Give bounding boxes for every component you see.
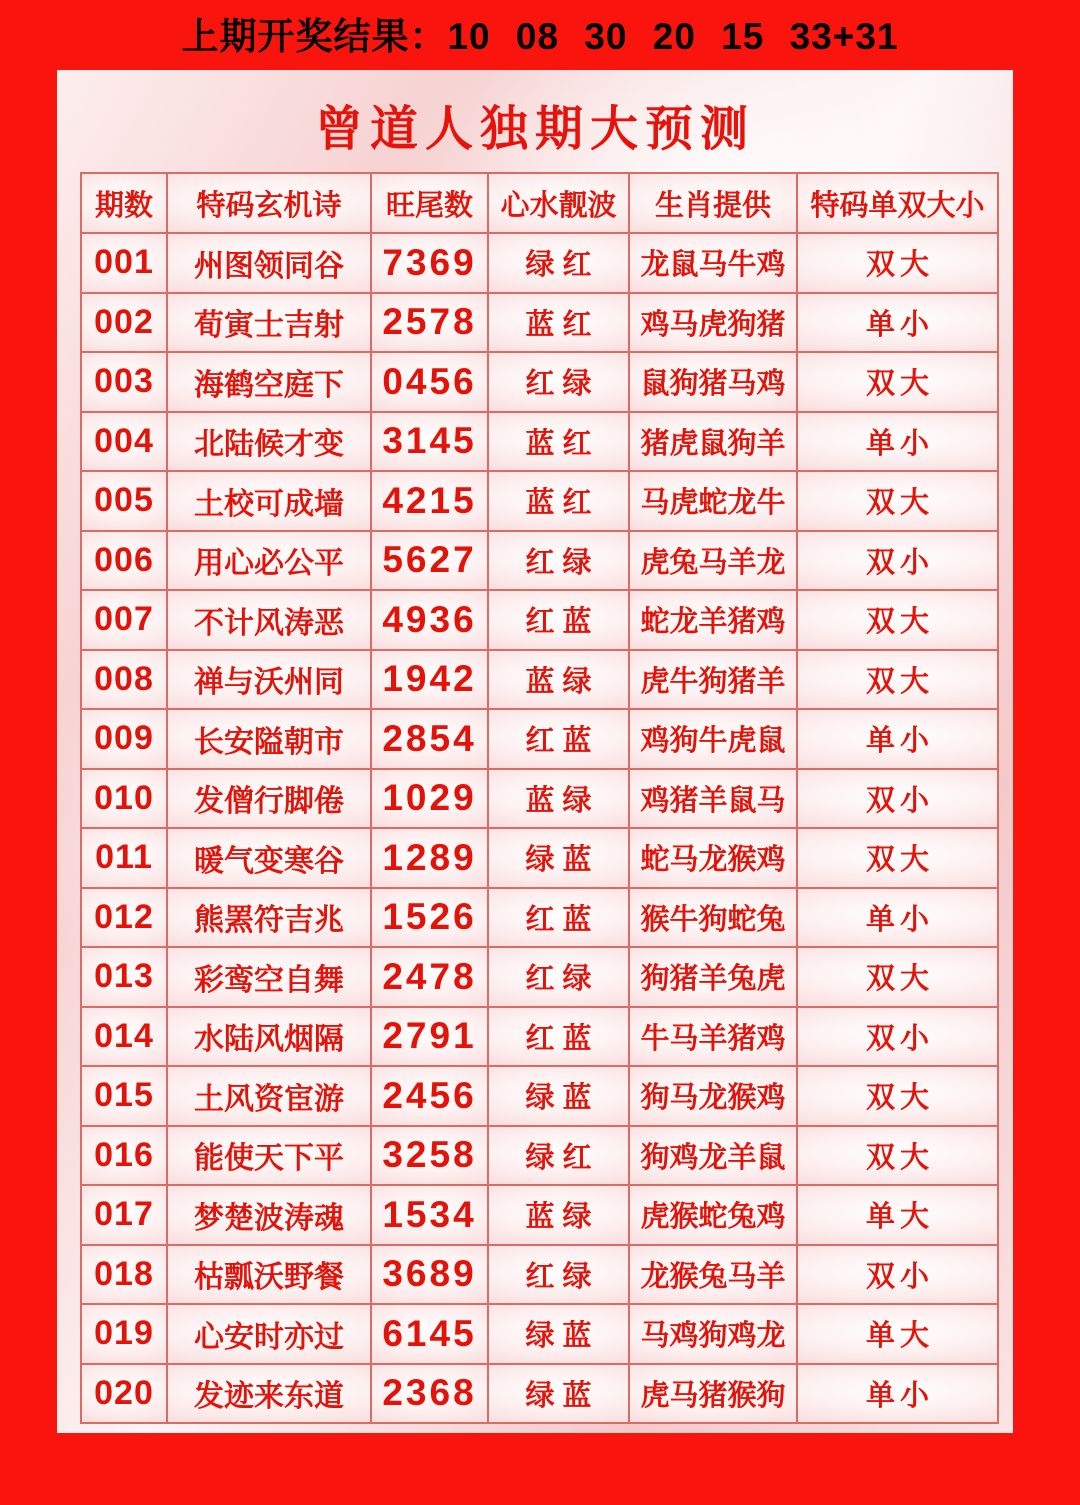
cell-zodiac: 虎马猪猴狗: [629, 1364, 797, 1424]
cell-wave: 红蓝: [488, 709, 629, 769]
cell-parity: 双大: [797, 1126, 998, 1186]
cell-period: 002: [81, 293, 167, 353]
cell-tail: 3258: [371, 1126, 488, 1186]
cell-period: 009: [81, 709, 167, 769]
column-header: 生肖提供: [629, 173, 797, 233]
cell-wave: 绿红: [488, 233, 629, 293]
cell-wave: 绿蓝: [488, 1304, 629, 1364]
cell-tail: 2791: [371, 1007, 488, 1067]
cell-period: 012: [81, 888, 167, 948]
table-row: [81, 293, 998, 353]
cell-period: 003: [81, 352, 167, 412]
cell-tail: 2578: [371, 293, 488, 353]
cell-tail: 1534: [371, 1185, 488, 1245]
cell-parity: 双小: [797, 769, 998, 829]
cell-parity: 单小: [797, 1364, 998, 1424]
cell-wave: 红蓝: [488, 888, 629, 948]
table-row: [81, 1245, 998, 1305]
cell-poem: 长安隘朝市: [167, 709, 371, 769]
cell-poem: 水陆风烟隔: [167, 1007, 371, 1067]
cell-parity: 双大: [797, 1066, 998, 1126]
cell-poem: 禅与沃州同: [167, 650, 371, 710]
cell-zodiac: 鼠狗猪马鸡: [629, 352, 797, 412]
cell-period: 013: [81, 947, 167, 1007]
cell-tail: 2456: [371, 1066, 488, 1126]
prediction-table: [80, 172, 999, 1424]
cell-zodiac: 龙猴兔马羊: [629, 1245, 797, 1305]
table-row: [81, 769, 998, 829]
cell-poem: 荀寅士吉射: [167, 293, 371, 353]
cell-poem: 不计风涛恶: [167, 590, 371, 650]
cell-tail: 1526: [371, 888, 488, 948]
cell-zodiac: 马鸡狗鸡龙: [629, 1304, 797, 1364]
cell-poem: 土校可成墙: [167, 471, 371, 531]
table-row: [81, 947, 998, 1007]
cell-zodiac: 蛇马龙猴鸡: [629, 828, 797, 888]
cell-zodiac: 虎猴蛇兔鸡: [629, 1185, 797, 1245]
cell-wave: 蓝绿: [488, 650, 629, 710]
cell-period: 007: [81, 590, 167, 650]
cell-period: 018: [81, 1245, 167, 1305]
cell-wave: 绿蓝: [488, 1066, 629, 1126]
cell-wave: 红绿: [488, 947, 629, 1007]
cell-tail: 3689: [371, 1245, 488, 1305]
cell-zodiac: 狗马龙猴鸡: [629, 1066, 797, 1126]
table-row: [81, 650, 998, 710]
table-row: [81, 888, 998, 948]
cell-period: 016: [81, 1126, 167, 1186]
cell-period: 019: [81, 1304, 167, 1364]
cell-parity: 单小: [797, 293, 998, 353]
table-row: [81, 1364, 998, 1424]
cell-wave: 蓝红: [488, 471, 629, 531]
cell-wave: 蓝红: [488, 412, 629, 472]
cell-zodiac: 鸡马虎狗猪: [629, 293, 797, 353]
cell-wave: 绿蓝: [488, 828, 629, 888]
cell-period: 008: [81, 650, 167, 710]
cell-period: 006: [81, 531, 167, 591]
table-row: [81, 590, 998, 650]
cell-period: 014: [81, 1007, 167, 1067]
cell-wave: 红绿: [488, 352, 629, 412]
table-row: [81, 1007, 998, 1067]
table-row: [81, 412, 998, 472]
cell-tail: 0456: [371, 352, 488, 412]
table-row: [81, 1185, 998, 1245]
cell-parity: 双大: [797, 352, 998, 412]
cell-period: 020: [81, 1364, 167, 1424]
cell-period: 001: [81, 233, 167, 293]
cell-poem: 发僧行脚倦: [167, 769, 371, 829]
cell-wave: 绿蓝: [488, 1364, 629, 1424]
table-row: [81, 531, 998, 591]
cell-parity: 单小: [797, 412, 998, 472]
table-row: [81, 1066, 998, 1126]
table-row: [81, 233, 998, 293]
cell-zodiac: 牛马羊猪鸡: [629, 1007, 797, 1067]
cell-poem: 州图领同谷: [167, 233, 371, 293]
table-body: [81, 233, 998, 1423]
cell-wave: 蓝红: [488, 293, 629, 353]
table-head-row: [81, 173, 998, 233]
cell-period: 010: [81, 769, 167, 829]
column-header: 旺尾数: [371, 173, 488, 233]
page-title: 曾道人独期大预测: [314, 103, 755, 156]
cell-parity: 双大: [797, 947, 998, 1007]
cell-zodiac: 龙鼠马牛鸡: [629, 233, 797, 293]
prediction-panel: [57, 70, 1013, 1433]
cell-wave: 红蓝: [488, 1007, 629, 1067]
cell-zodiac: 狗猪羊兔虎: [629, 947, 797, 1007]
cell-zodiac: 虎兔马羊龙: [629, 531, 797, 591]
table-row: [81, 828, 998, 888]
cell-period: 017: [81, 1185, 167, 1245]
column-header: 特码单双大小: [797, 173, 998, 233]
cell-poem: 枯瓢沃野餐: [167, 1245, 371, 1305]
cell-zodiac: 马虎蛇龙牛: [629, 471, 797, 531]
cell-tail: 2854: [371, 709, 488, 769]
cell-zodiac: 猪虎鼠狗羊: [629, 412, 797, 472]
cell-parity: 单大: [797, 1304, 998, 1364]
cell-parity: 双大: [797, 590, 998, 650]
column-header: 心水靓波: [488, 173, 629, 233]
cell-tail: 1029: [371, 769, 488, 829]
cell-wave: 红蓝: [488, 590, 629, 650]
cell-tail: 1289: [371, 828, 488, 888]
cell-parity: 双小: [797, 1245, 998, 1305]
cell-zodiac: 鸡狗牛虎鼠: [629, 709, 797, 769]
cell-parity: 单大: [797, 1185, 998, 1245]
cell-poem: 用心必公平: [167, 531, 371, 591]
cell-parity: 双小: [797, 1007, 998, 1067]
cell-tail: 6145: [371, 1304, 488, 1364]
cell-wave: 蓝绿: [488, 769, 629, 829]
cell-poem: 暖气变寒谷: [167, 828, 371, 888]
table-row: [81, 471, 998, 531]
column-header: 特码玄机诗: [167, 173, 371, 233]
cell-poem: 能使天下平: [167, 1126, 371, 1186]
cell-period: 011: [81, 828, 167, 888]
table-row: [81, 1126, 998, 1186]
cell-tail: 5627: [371, 531, 488, 591]
cell-zodiac: 猴牛狗蛇兔: [629, 888, 797, 948]
cell-zodiac: 狗鸡龙羊鼠: [629, 1126, 797, 1186]
cell-wave: 红绿: [488, 1245, 629, 1305]
cell-poem: 海鹤空庭下: [167, 352, 371, 412]
cell-parity: 单小: [797, 709, 998, 769]
cell-poem: 彩鸾空自舞: [167, 947, 371, 1007]
cell-poem: 土风资宦游: [167, 1066, 371, 1126]
previous-draw-result: 上期开奖结果：10 08 30 20 15 33+31: [181, 16, 899, 57]
table-row: [81, 352, 998, 412]
cell-wave: 蓝绿: [488, 1185, 629, 1245]
cell-zodiac: 蛇龙羊猪鸡: [629, 590, 797, 650]
cell-period: 015: [81, 1066, 167, 1126]
cell-zodiac: 虎牛狗猪羊: [629, 650, 797, 710]
cell-tail: 4215: [371, 471, 488, 531]
column-header: 期数: [81, 173, 167, 233]
cell-parity: 双大: [797, 471, 998, 531]
cell-tail: 4936: [371, 590, 488, 650]
cell-tail: 2368: [371, 1364, 488, 1424]
cell-poem: 心安时亦过: [167, 1304, 371, 1364]
cell-parity: 双大: [797, 828, 998, 888]
cell-tail: 3145: [371, 412, 488, 472]
cell-parity: 双大: [797, 650, 998, 710]
cell-wave: 红绿: [488, 531, 629, 591]
cell-period: 004: [81, 412, 167, 472]
cell-poem: 梦楚波涛魂: [167, 1185, 371, 1245]
table-row: [81, 1304, 998, 1364]
cell-poem: 熊罴符吉兆: [167, 888, 371, 948]
cell-wave: 绿红: [488, 1126, 629, 1186]
cell-tail: 7369: [371, 233, 488, 293]
cell-poem: 发迹来东道: [167, 1364, 371, 1424]
cell-zodiac: 鸡猪羊鼠马: [629, 769, 797, 829]
cell-parity: 双大: [797, 233, 998, 293]
cell-tail: 1942: [371, 650, 488, 710]
cell-period: 005: [81, 471, 167, 531]
cell-tail: 2478: [371, 947, 488, 1007]
cell-parity: 单小: [797, 888, 998, 948]
table-row: [81, 709, 998, 769]
cell-poem: 北陆候才变: [167, 412, 371, 472]
cell-parity: 双小: [797, 531, 998, 591]
